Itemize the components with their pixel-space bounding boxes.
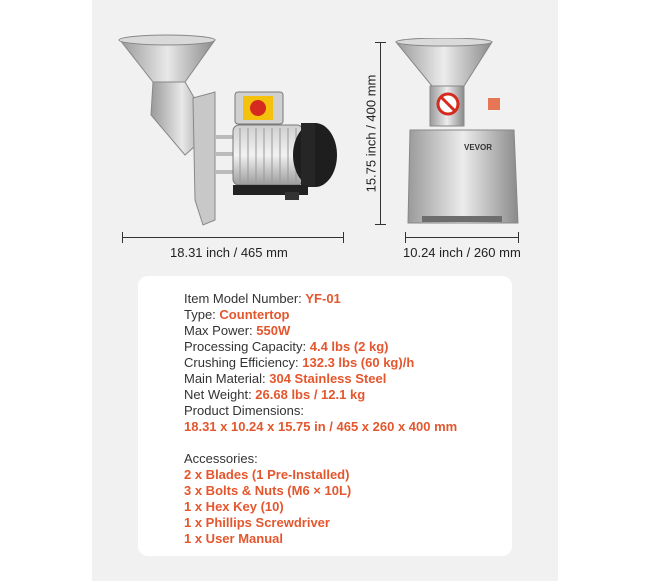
spec-model: Item Model Number: YF-01 [184, 291, 341, 306]
width-dimension-label: 18.31 inch / 465 mm [170, 245, 288, 260]
spec-list [184, 291, 457, 547]
front-plate [193, 92, 215, 225]
front-housing [408, 130, 518, 223]
width-dimension-tick-right [343, 232, 344, 243]
depth-dimension-line [405, 237, 519, 238]
spec-product-dimensions-label: Product Dimensions: [184, 403, 304, 418]
power-switch-icon [250, 100, 266, 116]
spec-processing-capacity: Processing Capacity: 4.4 lbs (2 kg) [184, 339, 389, 354]
height-dimension-tick-top [375, 42, 386, 43]
spec-crushing-efficiency: Crushing Efficiency: 132.3 lbs (60 kg)/h [184, 355, 415, 370]
hopper-funnel [120, 40, 215, 82]
spec-product-dimensions-value: 18.31 x 10.24 x 15.75 in / 465 x 260 x 400 mm [184, 419, 458, 434]
accessory-item: 2 x Blades (1 Pre-Installed) [184, 467, 350, 482]
spec-type: Type: Countertop [184, 307, 290, 322]
accessory-item: 3 x Bolts & Nuts (M6 × 10L) [184, 483, 352, 498]
accessory-item: 1 x Phillips Screwdriver [184, 515, 330, 530]
width-dimension-tick-left [122, 232, 123, 243]
width-dimension-line [122, 237, 344, 238]
spec-main-material: Main Material: 304 Stainless Steel [184, 371, 387, 386]
depth-dimension-tick-right [518, 232, 519, 243]
motor-body [233, 125, 303, 185]
height-dimension-label: 15.75 inch / 400 mm [363, 74, 379, 193]
accessory-item: 1 x User Manual [184, 531, 283, 546]
side-view-illustration [115, 30, 355, 230]
accessory-item: 1 x Hex Key (10) [184, 499, 284, 514]
spec-card [138, 276, 512, 556]
brand-logo: VEVOR [464, 143, 493, 152]
accessories-heading: Accessories: [184, 451, 258, 466]
height-dimension-line [380, 42, 381, 225]
spec-net-weight: Net Weight: 26.68 lbs / 12.1 kg [184, 387, 366, 402]
depth-dimension-label: 10.24 inch / 260 mm [403, 245, 521, 260]
depth-dimension-tick-left [405, 232, 406, 243]
spec-max-power: Max Power: 550W [184, 323, 291, 338]
front-hopper-funnel [396, 42, 492, 86]
front-view-illustration [392, 38, 522, 228]
height-dimension-tick-bottom [375, 224, 386, 225]
